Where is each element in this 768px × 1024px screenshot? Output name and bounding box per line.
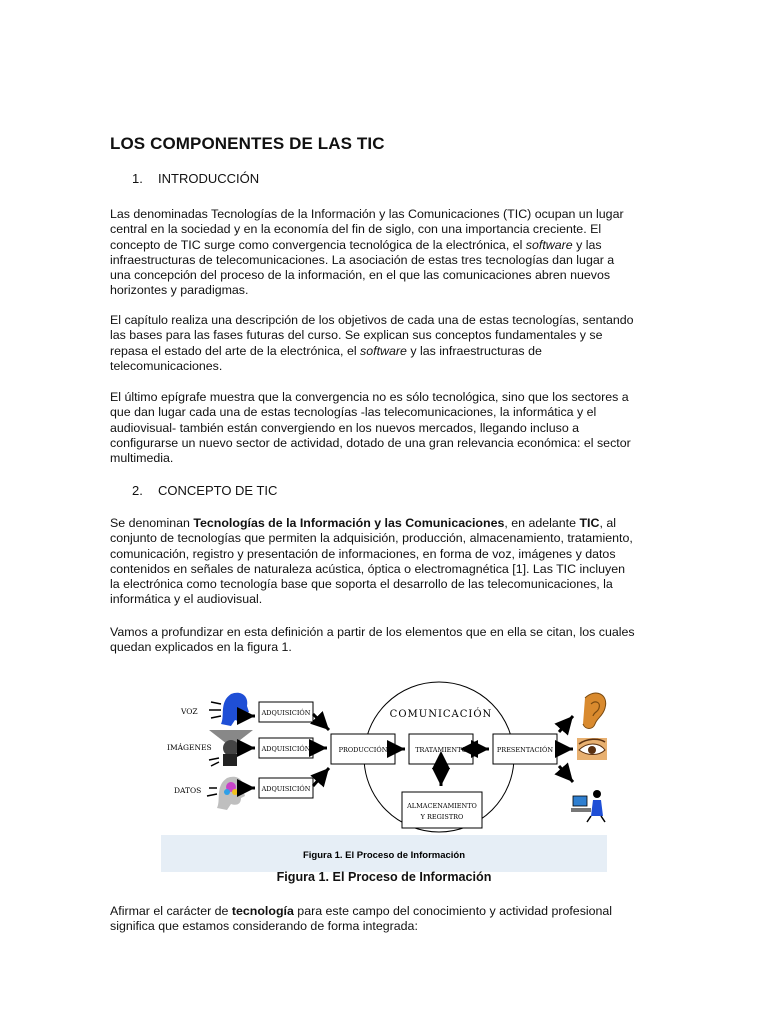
page-title: LOS COMPONENTES DE LAS TIC bbox=[110, 134, 385, 153]
text-line: multimedia. bbox=[110, 451, 174, 466]
eye-icon bbox=[577, 738, 607, 760]
almacenamiento-box bbox=[402, 792, 482, 828]
section-heading-concepto bbox=[132, 483, 277, 498]
text-line: horizontes y paradigmas. bbox=[110, 283, 249, 298]
ear-icon bbox=[583, 693, 606, 728]
tratamiento-label: TRATAMIENTO bbox=[415, 746, 467, 754]
intro-paragraph-2 bbox=[110, 313, 660, 374]
presentacion-box bbox=[493, 734, 557, 764]
text-line: quedan explicados en la figura 1. bbox=[110, 640, 292, 655]
speaking-head-icon bbox=[209, 693, 249, 726]
text-line: infraestructuras de telecomunicaciones. La asociación de estas tres tecnologías dan lugar a bbox=[110, 252, 615, 267]
section-number: 1. bbox=[132, 171, 143, 186]
text-line: central en la sociedad y en la economía del fin de siglo, con una importancia creciente. El bbox=[110, 222, 602, 237]
text-line: informática y el audiovisual. bbox=[110, 592, 263, 607]
produccion-box bbox=[331, 734, 395, 764]
input-label-imagenes: IMÁGENES bbox=[167, 743, 212, 752]
text-line: concepto de TIC surge como convergencia tecnológica de la electrónica, el software y las bbox=[110, 237, 602, 252]
figure-caption: Figura 1. El Proceso de Información bbox=[276, 870, 492, 884]
text-line: contenidos en señales de naturaleza acústica, óptica o electromagnética [1]. Las TIC incluyen bbox=[110, 561, 625, 576]
text-line: una concepción del proceso de la información, en el que las comunicaciones abren nuevos bbox=[110, 268, 611, 283]
text-line: que dan lugar cada una de estas tecnologías -las telecomunicaciones, la informática y el bbox=[110, 405, 597, 420]
adquisicion-label: ADQUISICIÓN bbox=[261, 785, 311, 793]
text-line: comunicación, registro y presentación de informaciones, en forma de voz, imágenes y datos bbox=[110, 546, 616, 561]
process-diagram bbox=[161, 672, 607, 872]
adquisicion-label: ADQUISICIÓN bbox=[261, 745, 311, 753]
section-title: CONCEPTO DE TIC bbox=[158, 483, 278, 498]
process-diagram-figure bbox=[161, 672, 607, 872]
data-head-icon bbox=[207, 777, 245, 810]
text-line: configurarse un nuevo sector de actividad, dotado de una gran relevancia económica: el sector bbox=[110, 435, 631, 450]
text-line: conjunto de tecnologías que permiten la adquisición, producción, almacenamiento, tratamiento, bbox=[110, 531, 633, 546]
computer-user-icon bbox=[571, 790, 605, 822]
adquisicion-box-datos bbox=[259, 778, 313, 798]
text-line: la electrónica como tecnología base que soporta el desarrollo de las telecomunicaciones, la bbox=[110, 577, 613, 592]
text-line: El último epígrafe muestra que la convergencia no es sólo tecnológica, sino que los sectores a bbox=[110, 390, 629, 404]
concepto-paragraph-1 bbox=[110, 516, 660, 608]
adquisicion-label: ADQUISICIÓN bbox=[261, 709, 311, 717]
registro-label: Y REGISTRO bbox=[420, 813, 464, 821]
section-heading-introduccion bbox=[132, 171, 259, 186]
intro-paragraph-1 bbox=[110, 207, 660, 299]
text-line: Afirmar el carácter de tecnología para este campo del conocimiento y actividad profesional bbox=[110, 904, 613, 918]
produccion-label: PRODUCCIÓN bbox=[338, 746, 388, 754]
section-title: INTRODUCCIÓN bbox=[158, 171, 260, 186]
tratamiento-box bbox=[409, 734, 473, 764]
text-line: significa que estamos considerando de forma integrada: bbox=[110, 919, 418, 934]
input-label-datos: DATOS bbox=[174, 786, 202, 795]
text-line: El capítulo realiza una descripción de los objetivos de cada una de estas tecnologías, sentando bbox=[110, 313, 634, 327]
input-label-voz: VOZ bbox=[181, 707, 198, 716]
figure-inner-caption: Figura 1. El Proceso de Información bbox=[302, 850, 466, 861]
text-line: repasa el estado del arte de la electrónica, el software y las infraestructuras de bbox=[110, 343, 542, 358]
text-line: Se denominan Tecnologías de la Información y las Comunicaciones, en adelante TIC, al bbox=[110, 516, 616, 530]
intro-paragraph-3 bbox=[110, 390, 660, 466]
section-number: 2. bbox=[132, 483, 143, 498]
text-line: telecomunicaciones. bbox=[110, 358, 223, 373]
adquisicion-box-imagenes bbox=[259, 738, 313, 758]
concepto-paragraph-2 bbox=[110, 625, 660, 656]
adquisicion-box-voz bbox=[259, 702, 313, 722]
presentacion-label: PRESENTACIÓN bbox=[496, 746, 554, 754]
text-line: Vamos a profundizar en esta definición a partir de los elementos que en ella se citan, los cuales bbox=[110, 625, 635, 639]
text-line: audiovisual- también están convergiendo en los nuevos mercados, llegando incluso a bbox=[110, 420, 580, 435]
almacenamiento-label: ALMACENAMIENTO bbox=[407, 802, 477, 810]
communication-label: COMUNICACIÓN bbox=[389, 709, 493, 720]
closing-paragraph bbox=[110, 904, 660, 935]
text-line: las bases para las fases futuras del curso. Se explican sus conceptos fundamentales y se bbox=[110, 328, 603, 343]
text-line: Las denominadas Tecnologías de la Información y las Comunicaciones (TIC) ocupan un lugar bbox=[110, 207, 624, 221]
